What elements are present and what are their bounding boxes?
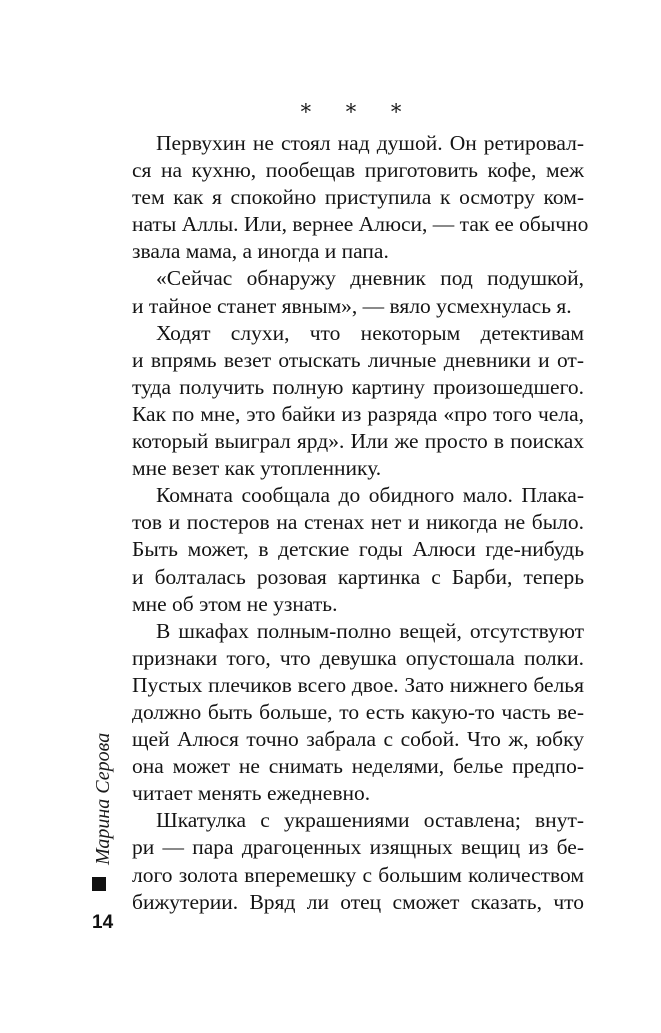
text-line: тов и постеров на стенах нет и никогда не было. <box>132 510 584 535</box>
text-line: и тайное станет явным», — вяло усмехнулась я. <box>132 293 572 318</box>
paragraph <box>132 482 584 617</box>
body-text <box>132 130 589 916</box>
text-line: и болталась розовая картинка с Барби, теперь <box>132 564 584 589</box>
text-line: бижутерии. Вряд ли отец сможет сказать, что <box>132 889 584 914</box>
square-marker <box>92 877 106 891</box>
paragraph <box>132 130 589 265</box>
text-line: наты Аллы. Или, вернее Алюси, — так ее обычно <box>132 212 589 237</box>
text-line: и впрямь везет отыскать личные дневники и от- <box>132 347 584 372</box>
text-line: который выиграл ярд». Или же просто в поисках <box>132 429 584 454</box>
text-line: Комната сообщала до обидного мало. Плака- <box>156 483 584 508</box>
text-line: Первухин не стоял над душой. Он ретировал- <box>156 131 584 155</box>
author-name: Марина Серова <box>92 732 114 865</box>
paragraph <box>132 265 584 319</box>
text-line: В шкафах полным-полно вещей, отсутствуют <box>156 618 584 643</box>
text-line: читает менять ежедневно. <box>132 781 371 806</box>
text-line: Шкатулка с украшениями оставлена; внут- <box>156 808 584 833</box>
text-line: Быть может, в детские годы Алюси где-нибудь <box>132 537 584 562</box>
section-separator: * * * <box>300 100 416 124</box>
paragraph <box>132 320 584 483</box>
page-number: 14 <box>92 912 114 933</box>
text-line: щей Алюся точно забрала с собой. Что ж, юбку <box>132 727 584 752</box>
text-line: лого золота вперемешку с большим количеством <box>132 862 584 887</box>
text-line: «Сейчас обнаружу дневник под подушкой, <box>156 266 584 291</box>
text-line: Ходят слухи, что некоторым детективам <box>156 320 584 345</box>
text-line: звала мама, а иногда и папа. <box>132 239 389 264</box>
text-line: Пустых плечиков всего двое. Зато нижнего белья <box>132 672 584 697</box>
text-line: мне везет как утопленнику. <box>132 456 382 481</box>
text-line: ри — пара драгоценных изящных вещиц из бе- <box>132 835 584 860</box>
paragraph <box>132 618 584 808</box>
text-line: ся на кухню, пообещав приготовить кофе, меж <box>132 158 584 183</box>
text-line: Как по мне, это байки из разряда «про того чела, <box>132 401 584 426</box>
text-line: она может не снимать неделями, белье предпо- <box>132 754 584 779</box>
paragraph <box>132 807 584 915</box>
text-line: мне об этом не узнать. <box>132 591 338 616</box>
text-line: должно быть больше, то есть какую-то часть ве- <box>132 699 584 724</box>
text-line: признаки того, что девушка опустошала полки. <box>132 645 584 670</box>
text-line: туда получить полную картину произошедшего. <box>132 374 584 399</box>
text-line: тем как я спокойно приступила к осмотру ком- <box>132 185 584 210</box>
